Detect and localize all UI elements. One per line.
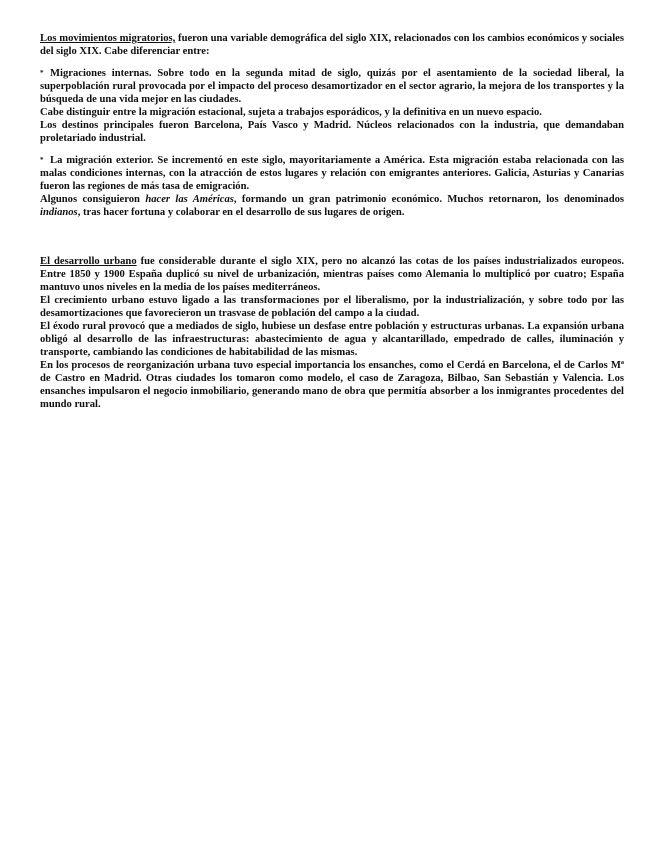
document-page xyxy=(40,32,624,411)
hacer-las-americas-italic: hacer las Américas xyxy=(145,194,234,205)
internal-migration-paragraph xyxy=(40,67,624,106)
bullet-marker: * xyxy=(40,69,44,77)
external-migration-text: La migración exterior. Se incrementó en este siglo, mayoritariamente a América. Esta migración estaba relacionada con las malas condiciones internas, con la atracción de estos lugares y relación con emigrantes anteriores. Galicia, Asturias y Canarias fueron las regiones de más tasa de emigración. xyxy=(40,155,624,192)
urban-section-title: El desarrollo urbano xyxy=(40,256,137,267)
urban-intro-text: fue considerable durante el siglo XIX, pero no alcanzó las cotas de los países industrializados europeos. Entre 1850 y 1900 España duplicó su nivel de urbanización, mientras países como Alemania lo multiplicó por cuatro; España mantuvo unos niveles en la media de los países mediterráneos. xyxy=(40,256,625,293)
indianos-italic: indianos xyxy=(40,207,78,218)
indianos-paragraph xyxy=(40,193,624,219)
migration-section-title: Los movimientos migratorios, xyxy=(40,33,176,44)
migration-intro-paragraph xyxy=(40,32,624,58)
urban-intro-paragraph xyxy=(40,255,624,294)
external-migration-paragraph xyxy=(40,154,624,193)
rural-exodus-paragraph: El éxodo rural provocó que a mediados de siglo, hubiese un desfase entre población y estructuras urbanas. La expansión urbana obligó al desarrollo de las infraestructuras: abastecimiento de agua y alcantarillado, empedrado de calles, iluminación y transporte, cambiando las condiciones de habitabilidad de las mismas. xyxy=(40,321,624,358)
ensanches-paragraph: En los procesos de reorganización urbana tuvo especial importancia los ensanches, como el Cerdá en Barcelona, el de Carlos Mª de Castro en Madrid. Otras ciudades los tomaron como modelo, el caso de Zaragoza, Bilbao, San Sebastián y Valencia. Los ensanches impulsaron el negocio inmobiliario, generando mano de obra que permitía absorber a los inmigrantes procedentes del mundo rural. xyxy=(40,360,624,410)
main-destinations-paragraph: Los destinos principales fueron Barcelona, País Vasco y Madrid. Núcleos relacionados con la industria, que demandaban proletariado industrial. xyxy=(40,120,624,144)
bullet-marker: * xyxy=(40,156,44,164)
indianos-text-middle: , formando un gran patrimonio económico. Muchos retornaron, los denominados xyxy=(233,194,625,205)
seasonal-migration-paragraph: Cabe distinguir entre la migración estacional, sujeta a trabajos esporádicos, y la definitiva en un nuevo espacio. xyxy=(40,107,542,118)
urban-growth-paragraph: El crecimiento urbano estuvo ligado a las transformaciones por el liberalismo, por la industrialización, y sobre todo por las desamortizaciones que favorecieron un trasvase de población del campo a la ciudad. xyxy=(40,295,624,319)
internal-migration-text: Migraciones internas. Sobre todo en la segunda mitad de siglo, quizás por el asentamiento de la sociedad liberal, la superpoblación rural provocada por el impacto del proceso desamortizador en el sector agrario, la mejora de los transportes y la búsqueda de una vida mejor en las ciudades. xyxy=(40,68,624,105)
indianos-text-start: Algunos consiguieron xyxy=(40,194,146,205)
migration-intro-text: fueron una variable demográfica del siglo XIX, relacionados con los cambios económicos y sociales del siglo XIX. Cabe diferenciar entre: xyxy=(40,33,624,57)
indianos-text-end: , tras hacer fortuna y colaborar en el desarrollo de sus lugares de origen. xyxy=(77,207,405,218)
